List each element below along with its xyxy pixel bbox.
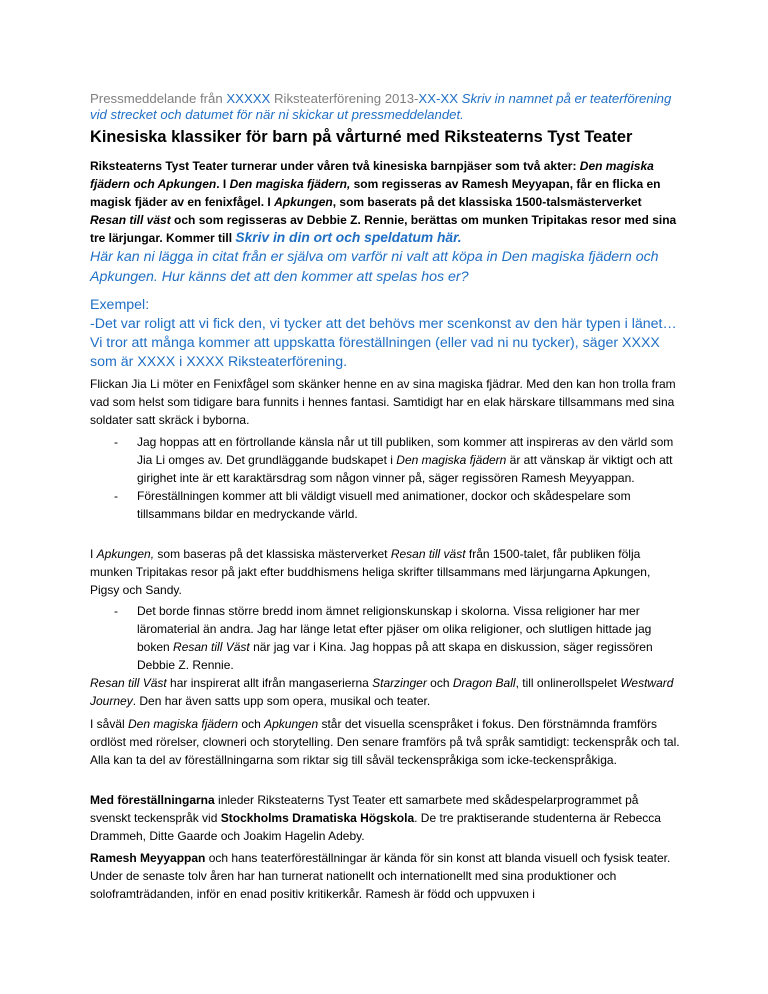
association-placeholder: XXXXX xyxy=(226,91,271,106)
header-middle: Riksteaterförening 2013- xyxy=(270,91,419,106)
paragraph-inspiration: Resan till Väst har inspirerat allt ifrån mangaserierna Starzinger och Dragon Ball, till onlinerollspelet Westward Journey. Den har även satts upp som opera, musikal och teater. xyxy=(90,676,674,708)
paragraph-story: Flickan Jia Li möter en Fenixfågel som skänker henne en av sina magiska fjädrar. Med den kan hon trolla fram vad som helst som tidigare bara funnits i hennes fantasi. Samtidigt har en elak härskare tillsammans med sina soldater satt skräck i byborna. xyxy=(90,377,676,427)
press-release-header xyxy=(90,91,680,123)
list-item: - Det borde finnas större bredd inom ämnet religionskunskap i skolorna. Vissa religioner har mer läromaterial än andra. Jag har länge letat efter pjäser om olika religioner, och slutligen hittade jag boken Resan till Väst när jag var i Kina. Jag hoppas på att skapa en diskussion, säger regissören Debbie Z. Rennie. xyxy=(114,604,653,672)
date-placeholder: XX-XX xyxy=(418,91,458,106)
paragraph-visual-language: I såväl Den magiska fjädern och Apkungen står det visuella scenspråket i fokus. Den förstnämnda framförs ordlöst med rörelser, clowneri och storytelling. Den senare framförs på två språk samtidigt: teckenspråk och tal. Alla kan ta del av föreställningarna som riktar sig till såväl teckenspråkiga som icke-teckenspråkiga. xyxy=(90,717,680,767)
example-quote xyxy=(90,296,680,372)
paragraph-ramesh: Ramesh Meyyappan och hans teaterföreställningar är kända för sin konst att blanda visuell och fysisk teater. Under de senaste tolv åren har han turnerat nationellt och internationellt med sina produktioner och soloframträdanden, inför en enad positiv kritikerkår. Ramesh är född och uppvuxen i xyxy=(90,851,671,901)
header-prefix: Pressmeddelande från xyxy=(90,91,227,106)
example-label: Exempel: xyxy=(90,297,150,313)
example-text: -Det var roligt att vi fick den, vi tycker att det behövs mer scenkonst av den här typen i länet… Vi tror att många kommer att uppskatta föreställningen (eller vad ni nu tycker), säger XXXX som är XXXX i XXXX Riksteaterförening. xyxy=(90,316,677,370)
quote-instruction: Här kan ni lägga in citat från er själva om varför ni valt att köpa in Den magiska fjädern och Apkungen. Hur känns det att den kommer att spelas hos er? xyxy=(90,249,659,285)
paragraph-apkungen: I Apkungen, som baseras på det klassiska mästerverket Resan till väst från 1500-talet, får publiken följa munken Tripitakas resor på jakt efter buddhismens heliga skrifter tillsammans med lärjungarna Apkungen, Pigsy och Sandy. xyxy=(90,547,651,597)
page-title: Kinesiska klassiker för barn på vårturné med Riksteaterns Tyst Teater xyxy=(90,128,633,146)
quote-list-1 xyxy=(90,433,680,523)
lead-paragraph: Riksteaterns Tyst Teater turnerar under våren två kinesiska barnpjäser som två akter: Den magiska fjädern och Apkungen. I Den magiska fjädern, som regisseras av Ramesh Meyyapan, får en flicka en magisk fjäder av en fenixfågel. I Apkungen, som baserats på det klassiska 1500-talsmästerverket Resan till väst och som regisseras av Debbie Z. Rennie, berättas om munken Tripitakas resor med sina tre lärjungar. Kommer till Skriv in din ort och speldatum här. xyxy=(90,159,677,245)
quote-list-2 xyxy=(90,602,680,674)
paragraph-collaboration: Med föreställningarna inleder Riksteaterns Tyst Teater ett samarbete med skådespelarprogrammet på svenskt teckenspråk vid Stockholms Dramatiska Högskola. De tre praktiserande studenterna är Rebecca Drammeh, Ditte Gaarde och Joakim Hagelin Adeby. xyxy=(90,793,661,843)
list-item: - Jag hoppas att en förtrollande känsla når ut till publiken, som kommer att inspireras av den värld som Jia Li omges av. Det grundläggande budskapet i Den magiska fjädern är att vänskap är viktigt och att girighet inte är ett karaktärsdrag som någon vinner på, säger regissören Ramesh Meyyappan. xyxy=(114,435,674,485)
list-item: - Föreställningen kommer att bli väldigt visuell med animationer, dockor och skådespelare som tillsammans bildar en medryckande värld. xyxy=(114,489,631,521)
header-instruction: Skriv in namnet på er teaterförening vid strecket och datumet för när ni skickar ut pressmeddelandet. xyxy=(90,91,672,122)
location-date-placeholder: Skriv in din ort och speldatum här. xyxy=(235,230,462,245)
